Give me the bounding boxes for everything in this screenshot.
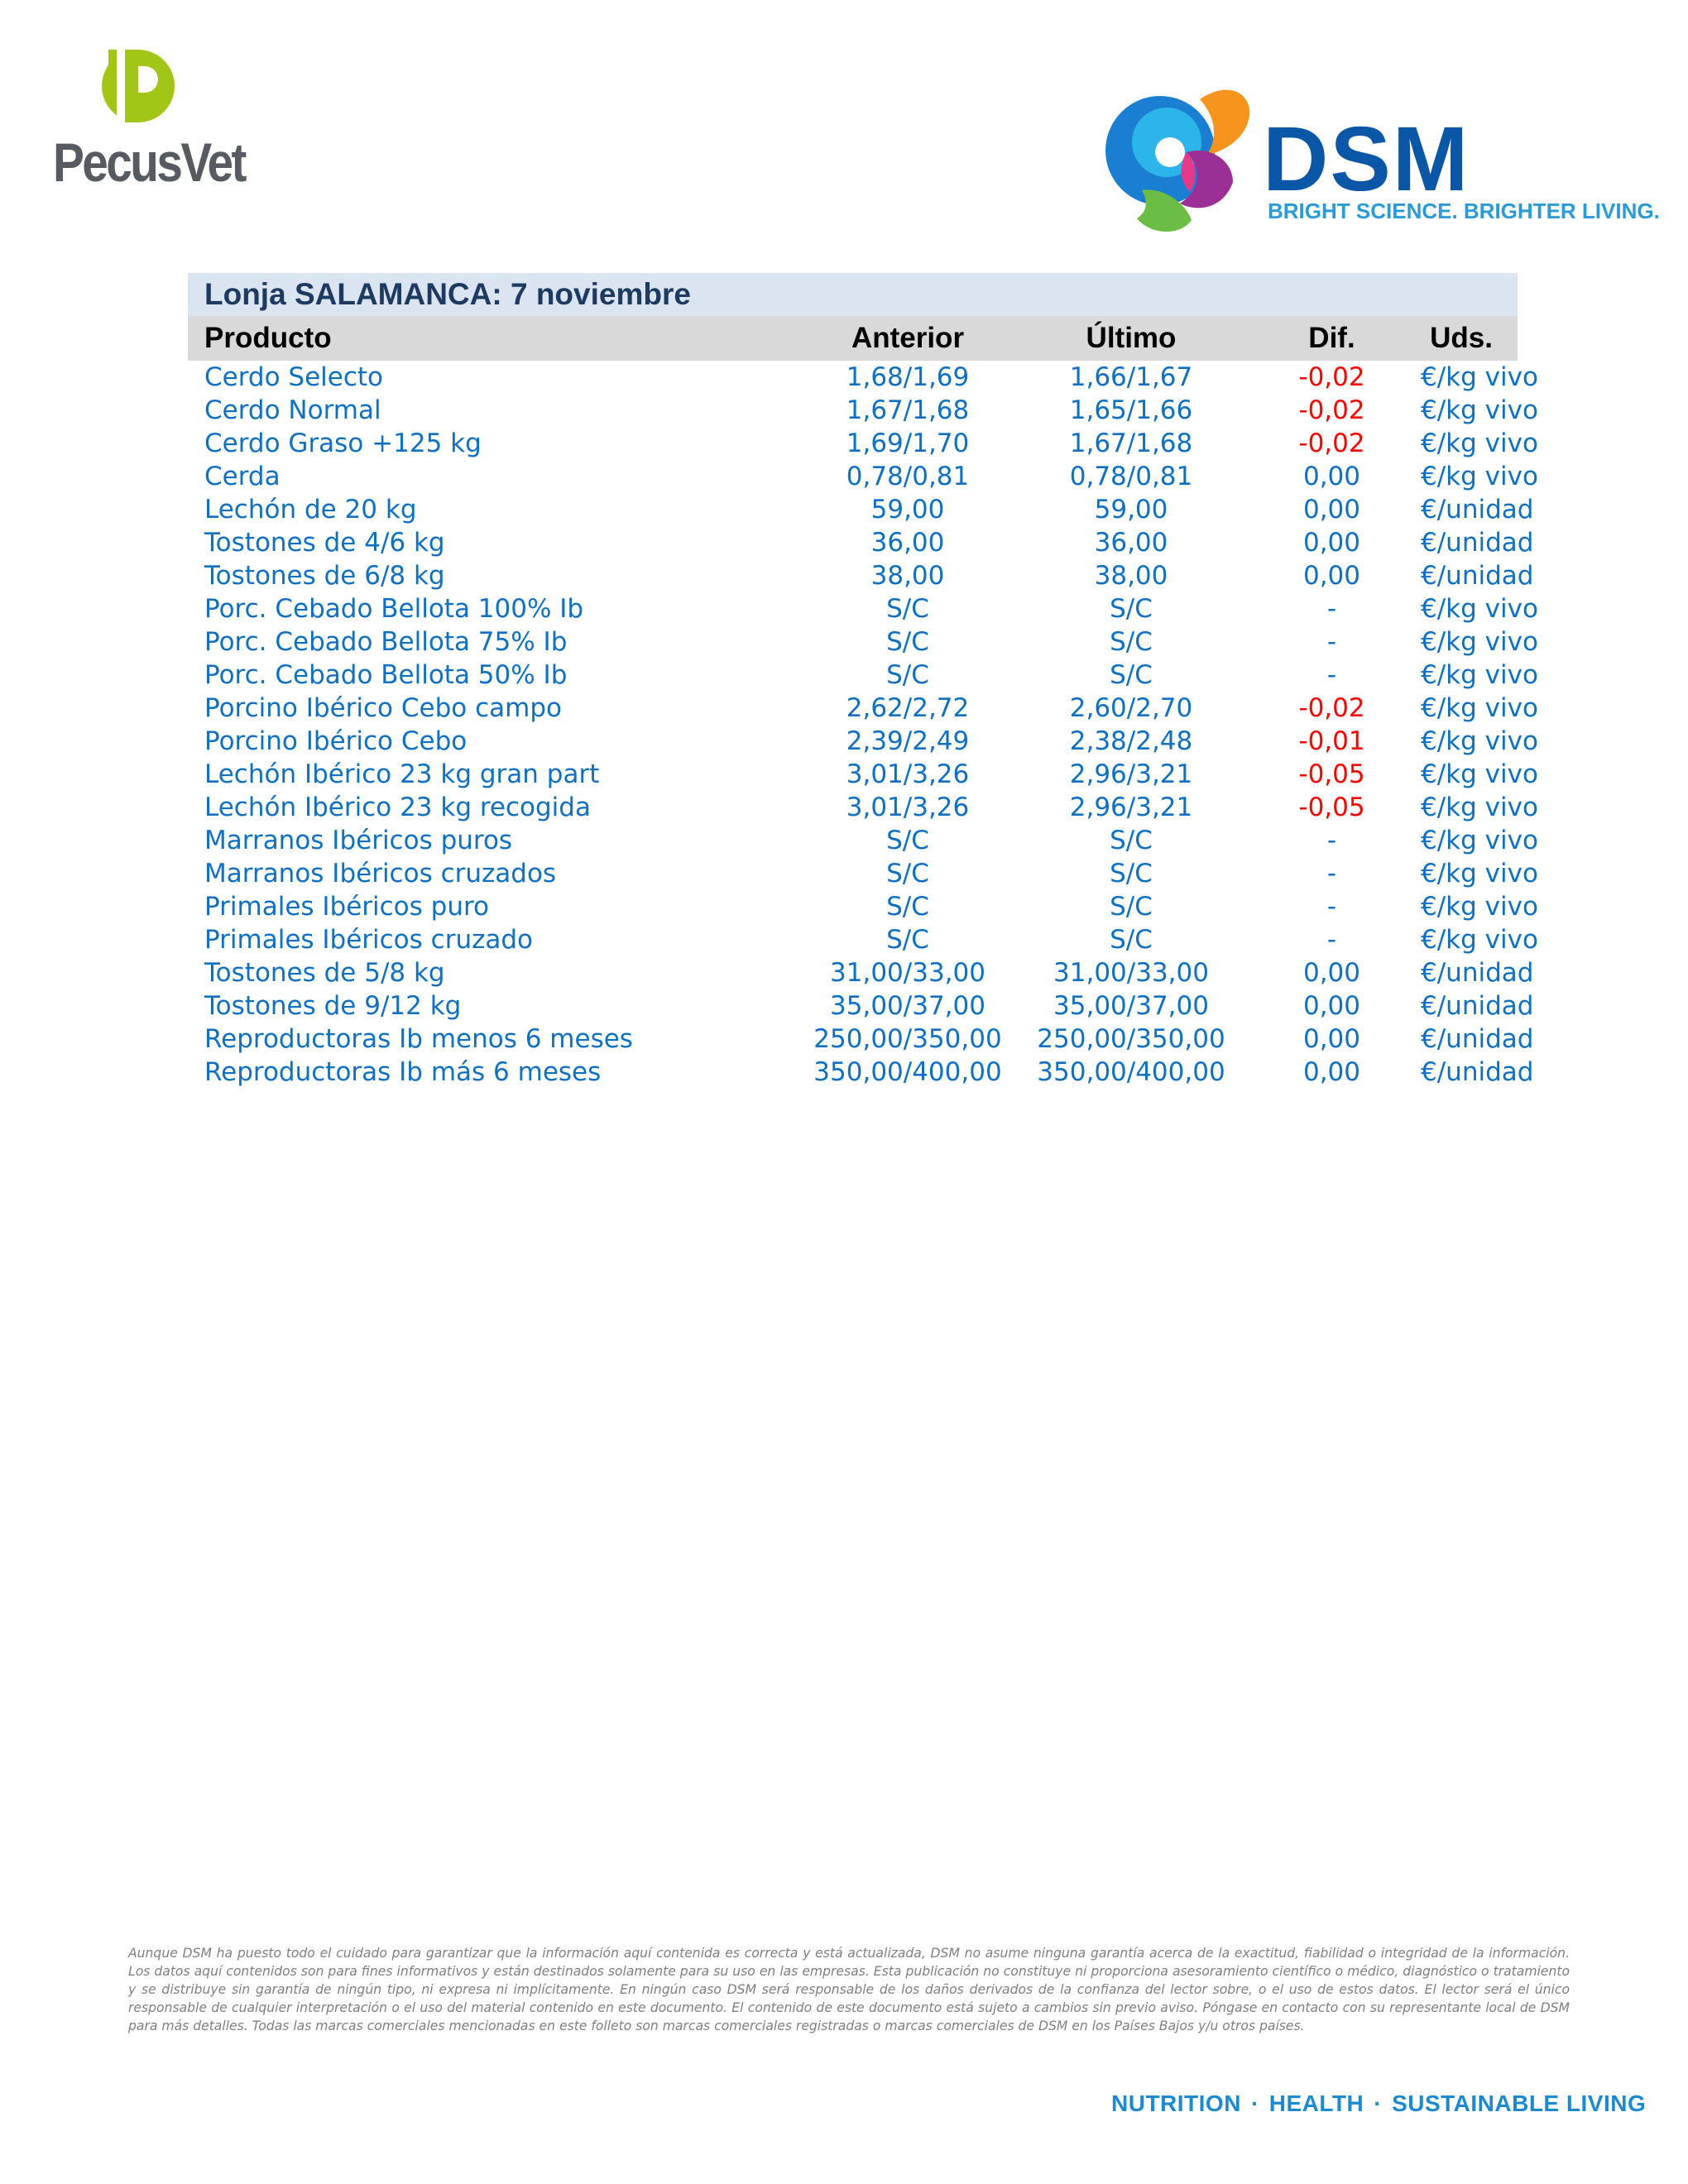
cell-producto: Cerdo Normal [204,395,381,425]
cell-ultimo: S/C [1110,925,1153,955]
column-header-dif: Dif. [1308,322,1355,354]
cell-uds: €/kg vivo [1421,826,1538,855]
dsm-wordmark: DSM [1263,108,1470,210]
cell-dif: -0,01 [1298,726,1365,756]
table-row [188,460,1538,493]
cell-producto: Porc. Cebado Bellota 100% Ib [204,594,584,624]
cell-anterior: 1,67/1,68 [846,395,970,425]
table-row [188,824,1538,857]
column-header-anterior: Anterior [851,322,965,354]
cell-anterior: S/C [886,660,929,690]
cell-ultimo: 2,38/2,48 [1069,726,1193,756]
cell-ultimo: 250,00/350,00 [1037,1024,1225,1054]
cell-uds: €/unidad [1421,1024,1534,1054]
cell-dif: - [1326,925,1337,955]
cell-anterior: 35,00/37,00 [830,991,985,1021]
table-row [188,526,1534,559]
table-row [188,1056,1534,1089]
cell-dif: 0,00 [1302,495,1361,524]
cell-producto: Tostones de 4/6 kg [204,528,445,558]
cell-dif: -0,02 [1298,395,1365,425]
slogan-nutrition: NUTRITION [1111,2091,1241,2116]
cell-ultimo: 59,00 [1094,495,1168,524]
cell-ultimo: 36,00 [1094,528,1168,558]
cell-ultimo: S/C [1110,660,1153,690]
cell-producto: Tostones de 9/12 kg [204,991,462,1021]
table-row [188,692,1538,725]
cell-dif: - [1326,627,1337,657]
legal-disclaimer: Aunque DSM ha puesto todo el cuidado para garantizar que la información aquí contenida es correcta y está actualizada, DSM no asume ninguna garantía acerca de la exactitud, fiabilidad o integridad de la información. Los datos aquí contenidos son para fines informativos y están destinados solamente para su uso en las empresas. Esta publicación no constituye ni proporciona asesoramiento científico o médico, diagnóstico o tratamiento y se distribuye sin garantía de ningún tipo, ni expresa ni implícitamente. En ningún caso DSM será responsable de los daños derivados de la confianza del lector sobre, o el uso de estos datos. El lector será el único responsable de cualquier interpretación o el uso del material contenido en este documento. El contenido de este documento está sujeto a cambios sin previo aviso. Póngase en contacto con su representante local de DSM para más detalles. Todas las marcas comerciales mencionadas en este folleto son marcas comerciales registradas o marcas comerciales de DSM en los Países Bajos y/u otros países. [128,1946,1570,2033]
cell-producto: Cerdo Selecto [204,362,384,392]
table-row [188,493,1534,526]
cell-dif: -0,02 [1298,693,1365,723]
table-row [188,427,1538,460]
cell-anterior: S/C [886,925,929,955]
cell-uds: €/kg vivo [1421,594,1538,624]
cell-anterior: S/C [886,859,929,888]
cell-anterior: 1,69/1,70 [846,429,970,458]
cell-uds: €/kg vivo [1421,892,1538,922]
cell-producto: Tostones de 5/8 kg [204,958,445,988]
slogan-separator: · [1374,2091,1383,2116]
cell-ultimo: 350,00/400,00 [1037,1057,1225,1087]
table-row [188,989,1534,1023]
cell-uds: €/kg vivo [1421,859,1538,888]
cell-producto: Porcino Ibérico Cebo campo [204,693,562,723]
dsm-logo [1101,66,1660,240]
column-header-producto: Producto [204,322,332,354]
cell-uds: €/kg vivo [1421,395,1538,425]
table-header-row [188,316,1518,361]
cell-uds: €/kg vivo [1421,693,1538,723]
cell-anterior: 0,78/0,81 [846,462,970,491]
cell-anterior: 2,62/2,72 [846,693,970,723]
cell-dif: 0,00 [1302,991,1361,1021]
cell-producto: Reproductoras Ib menos 6 meses [204,1024,633,1054]
table-row [188,791,1538,824]
cell-anterior: 59,00 [870,495,945,524]
cell-dif: - [1326,859,1337,888]
cell-producto: Marranos Ibéricos puros [204,826,513,855]
cell-uds: €/unidad [1421,561,1534,591]
cell-anterior: 38,00 [870,561,945,591]
cell-anterior: S/C [886,826,929,855]
cell-dif: -0,05 [1298,759,1365,789]
table-row [188,725,1538,758]
cell-uds: €/kg vivo [1421,362,1538,392]
cell-ultimo: 2,96/3,21 [1069,759,1193,789]
table-row [188,394,1538,427]
price-table [188,273,1538,1089]
cell-ultimo: S/C [1110,627,1153,657]
cell-dif: 0,00 [1302,958,1361,988]
cell-uds: €/unidad [1421,958,1534,988]
cell-ultimo: 38,00 [1094,561,1168,591]
cell-ultimo: 2,96/3,21 [1069,793,1193,822]
cell-ultimo: S/C [1110,892,1153,922]
cell-ultimo: 1,66/1,67 [1069,362,1193,392]
cell-ultimo: S/C [1110,859,1153,888]
cell-dif: -0,02 [1298,429,1365,458]
table-row [188,361,1538,394]
cell-ultimo: 1,67/1,68 [1069,429,1193,458]
table-row [188,625,1538,659]
table-row [188,956,1534,989]
cell-anterior: 1,68/1,69 [846,362,970,392]
table-row [188,1023,1534,1056]
cell-ultimo: 35,00/37,00 [1053,991,1209,1021]
cell-dif: 0,00 [1302,528,1361,558]
cell-anterior: 2,39/2,49 [846,726,970,756]
cell-producto: Primales Ibéricos cruzado [204,925,534,955]
cell-uds: €/kg vivo [1421,462,1538,491]
cell-producto: Lechón de 20 kg [204,495,417,524]
cell-uds: €/kg vivo [1421,627,1538,657]
table-row [188,923,1538,956]
cell-ultimo: 2,60/2,70 [1069,693,1193,723]
slogan-sustainable-living: SUSTAINABLE LIVING [1392,2091,1647,2116]
table-title: Lonja SALAMANCA: 7 noviembre [188,273,1518,316]
table-row [188,559,1534,592]
cell-producto: Porc. Cebado Bellota 50% Ib [204,660,568,690]
cell-dif: 0,00 [1302,561,1361,591]
cell-dif: - [1326,892,1337,922]
cell-anterior: 31,00/33,00 [830,958,985,988]
table-row [188,890,1538,923]
cell-anterior: S/C [886,892,929,922]
column-header-uds: Uds. [1430,322,1493,354]
cell-producto: Tostones de 6/8 kg [204,561,445,591]
pecusvet-logo [51,45,245,194]
slogan-separator: · [1250,2091,1259,2116]
column-header-ultimo: Último [1086,322,1177,354]
cell-producto: Cerda [204,462,281,491]
table-row [188,857,1538,890]
cell-uds: €/unidad [1421,528,1534,558]
cell-ultimo: 0,78/0,81 [1069,462,1193,491]
cell-anterior: S/C [886,627,929,657]
cell-anterior: 350,00/400,00 [813,1057,1002,1087]
cell-dif: 0,00 [1302,1057,1361,1087]
pecusvet-p-icon [97,48,180,124]
cell-anterior: S/C [886,594,929,624]
cell-ultimo: 31,00/33,00 [1053,958,1209,988]
cell-dif: -0,02 [1298,362,1365,392]
cell-dif: 0,00 [1302,1024,1361,1054]
cell-dif: - [1326,660,1337,690]
cell-uds: €/unidad [1421,495,1534,524]
cell-uds: €/kg vivo [1421,759,1538,789]
cell-uds: €/kg vivo [1421,429,1538,458]
cell-dif: - [1326,826,1337,855]
cell-uds: €/kg vivo [1421,660,1538,690]
cell-uds: €/unidad [1421,991,1534,1021]
cell-producto: Porc. Cebado Bellota 75% Ib [204,627,568,657]
cell-producto: Primales Ibéricos puro [204,892,490,922]
cell-uds: €/unidad [1421,1057,1534,1087]
table-row [188,758,1538,791]
cell-uds: €/kg vivo [1421,925,1538,955]
footer-slogan [1111,2091,1646,2117]
cell-producto: Marranos Ibéricos cruzados [204,859,557,888]
slogan-health: HEALTH [1268,2091,1364,2116]
cell-uds: €/kg vivo [1421,726,1538,756]
cell-anterior: 36,00 [870,528,945,558]
cell-dif: - [1326,594,1337,624]
table-body [188,361,1538,1089]
cell-uds: €/kg vivo [1421,793,1538,822]
cell-producto: Porcino Ibérico Cebo [204,726,468,756]
cell-anterior: 250,00/350,00 [813,1024,1002,1054]
cell-producto: Lechón Ibérico 23 kg gran part [204,759,600,789]
pecusvet-wordmark: PecusVet [53,132,245,193]
cell-ultimo: 1,65/1,66 [1069,395,1193,425]
table-row [188,592,1538,625]
cell-dif: -0,05 [1298,793,1365,822]
cell-anterior: 3,01/3,26 [846,759,970,789]
cell-anterior: 3,01/3,26 [846,793,970,822]
cell-ultimo: S/C [1110,594,1153,624]
dsm-swirl-icon [1101,66,1258,236]
cell-ultimo: S/C [1110,826,1153,855]
cell-dif: 0,00 [1302,462,1361,491]
table-row [188,659,1538,692]
cell-producto: Lechón Ibérico 23 kg recogida [204,793,591,822]
cell-producto: Cerdo Graso +125 kg [204,429,482,458]
cell-producto: Reproductoras Ib más 6 meses [204,1057,602,1087]
dsm-tagline: BRIGHT SCIENCE. BRIGHTER LIVING. [1268,199,1660,223]
